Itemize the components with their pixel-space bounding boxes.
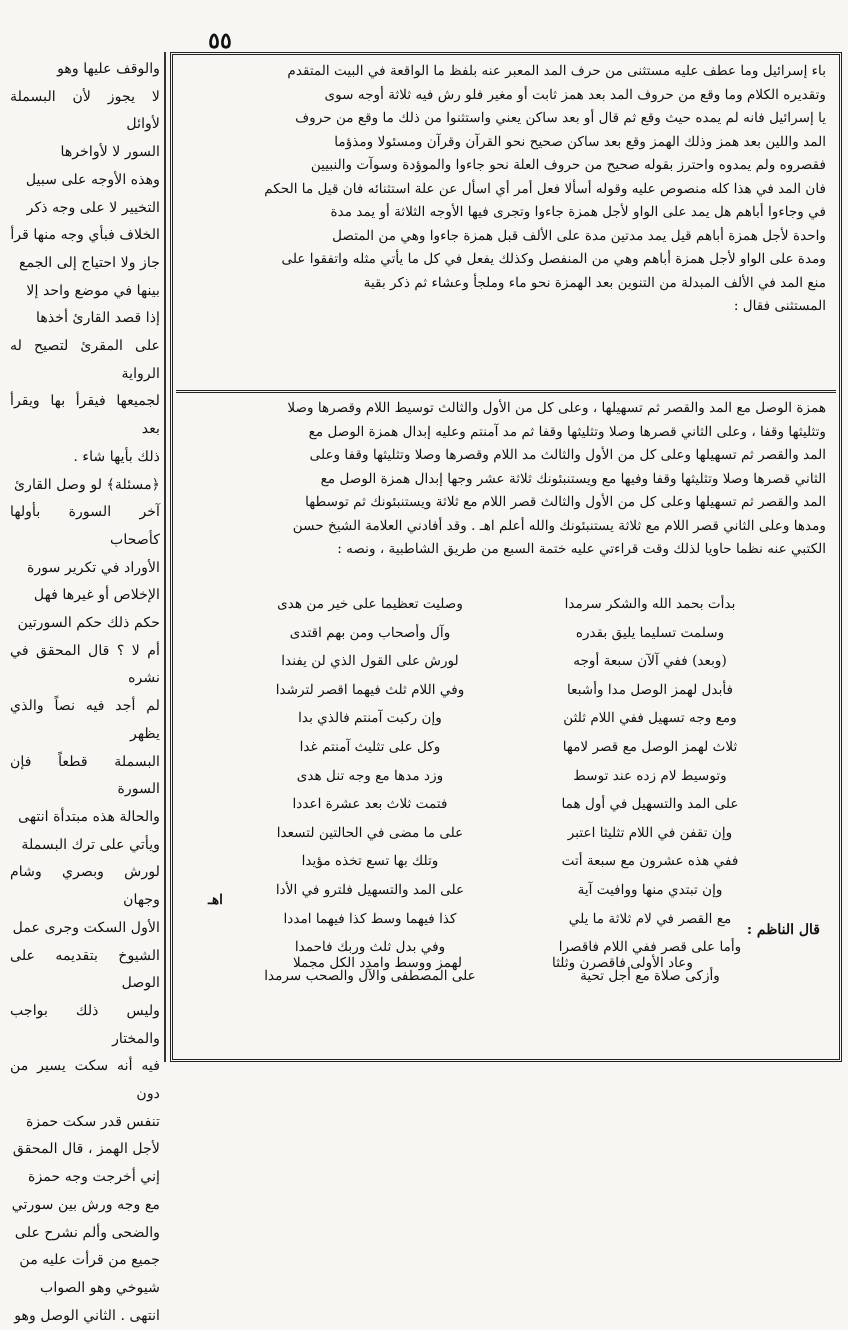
first-hemistich: وأزكى صلاة مع أجل تحية	[580, 967, 720, 984]
margin-line: البسملة قطعاً فإن السورة	[10, 753, 160, 798]
poem-verse	[250, 647, 770, 676]
poem-verse	[250, 847, 770, 876]
margin-line: ويأتي على ترك البسملة	[21, 836, 160, 853]
second-hemistich: على المد والتسهيل فلترو في الأدا	[275, 881, 465, 898]
main-text-lower	[186, 397, 826, 562]
text-line: فان المد في هذا كله منصوص عليه وقوله أسألا فعل أمر أي اسأل عن علة استثنائه فان قيل ما الحكم	[264, 180, 826, 197]
margin-line: التخيير لا على وجه ذكر	[26, 199, 160, 216]
first-hemistich: وتوسيط لام زده عند توسط	[573, 767, 727, 784]
first-hemistich: ثلاث لهمز الوصل مع قصر لامها	[562, 738, 738, 755]
margin-line: الأول السكت وجرى عمل	[12, 919, 160, 936]
text-line: باء إسرائيل وما عطف عليه مستثنى من حرف المد المعبر عنه بلفظ ما الواقعة في البيت المتقدم	[287, 63, 826, 79]
second-hemistich: كذا فيهما وسط كذا فيهما امددا	[283, 910, 457, 927]
text-line: المد والقصر ثم تسهيلها وعلى كل من الأول والثالث مد اللام وقصرها وصلا وتثليثها وقفا وعلى	[309, 447, 826, 463]
poem-verse	[250, 790, 770, 819]
margin-line: لم أجد فيه نصاً والذي يظهر	[10, 698, 160, 742]
first-hemistich: وإن تبتدي منها ووافيت آية	[577, 881, 723, 898]
second-hemistich: لورش على القول الذي لن يفندا	[281, 653, 459, 670]
final-verse-first-hemistich: وعاد الأولى فاقصرن وثلثا	[552, 955, 693, 971]
margin-line: انتهى . الثاني الوصل وهو	[14, 1307, 160, 1324]
text-line: همزة الوصل مع المد والقصر ثم تسهيلها ، وعلى كل من الأول والثالث توسيط اللام وقصرها وصلا	[287, 400, 826, 416]
margin-line: آخر السورة بأولها كأصحاب	[10, 504, 160, 548]
first-hemistich: بدأت بحمد الله والشكر سرمدا	[564, 596, 736, 612]
text-line: وتثليثها وقفا ، وعلى الثاني قصرها وصلا وتثليثها وقفا ثم مد آمنتم وعليه إبدال همزة الوصل مع	[308, 423, 826, 440]
margin-line: والضحى وألم نشرح على	[14, 1224, 160, 1241]
margin-line: لأجل الهمز ، قال المحقق	[12, 1141, 160, 1158]
margin-rule	[164, 52, 166, 1062]
margin-line: السور لا لأواخرها	[60, 144, 160, 161]
margin-line: إني أخرجت وجه حمزة	[28, 1169, 160, 1186]
second-hemistich: وصليت تعظيما على خير من هدى	[277, 596, 463, 612]
margin-line: مع وجه ورش بين سورتي	[11, 1196, 160, 1213]
first-hemistich: فأبدل لهمز الوصل مدا وأشبعا	[567, 681, 733, 698]
margin-line: حكم ذلك حكم السورتين	[17, 615, 160, 632]
margin-line: لا يجوز لأن البسملة لأوائل	[10, 88, 160, 133]
margin-line: ذلك بأيها شاء .	[73, 448, 160, 465]
second-hemistich: وآل وأصحاب ومن بهم اقتدى	[289, 624, 451, 641]
margin-line: بينها في موضع واحد إلا	[26, 282, 160, 299]
second-hemistich: وزد مدها مع وجه تنل هدى	[296, 767, 444, 784]
second-hemistich: وتلك بها تسع تخذه مؤيدا	[301, 853, 439, 870]
first-hemistich: وإن تقفن في اللام تثليثا اعتبر	[567, 824, 733, 841]
margin-line: إذا قصد القارئ أخذها	[36, 310, 160, 327]
margin-line: وليس ذلك بواجب والمختار	[10, 1002, 160, 1047]
text-line: في وجاءوا أباهم هل يمد على الواو لأجل همزة جاءوا وتجرى فيها الأوجه الثلاثة أو يمد مدة	[330, 204, 826, 220]
margin-line: الأوراد في تكرير سورة	[26, 559, 160, 576]
second-hemistich: وكل على تثليث آمنتم غدا	[299, 738, 441, 755]
text-line: الثاني قصرها وصلا وتثليثها وقفا وفيها مع ويستنبئونك ثلاثة عشر وجها إبدال همزة الوصل مع	[320, 470, 826, 487]
margin-line: ﴿مسئلة﴾ لو وصل القارئ	[13, 476, 160, 493]
poem-verse	[250, 876, 770, 905]
margin-line: جميع من قرأت عليه من	[19, 1252, 160, 1269]
second-hemistich: وإن ركبت آمنتم فالذي بدا	[298, 710, 442, 727]
margin-line: أم لا ؟ قال المحقق في نشره	[10, 642, 160, 687]
margin-line: والحالة هذه مبتدأة انتهى	[18, 808, 160, 825]
first-hemistich: على المد والتسهيل في أول هما	[561, 796, 739, 813]
margin-line: لورش وبصري وشام وجهان	[10, 864, 160, 909]
poem-verse	[250, 762, 770, 791]
margin-line: على المقرئ لتصيح له الرواية	[10, 338, 160, 382]
final-verse	[270, 955, 730, 971]
poem-verse	[250, 676, 770, 705]
first-hemistich: ومع وجه تسهيل ففي اللام ثلثن	[563, 710, 737, 727]
text-line: المستثنى فقال :	[733, 298, 826, 314]
first-hemistich: وأما على قصر ففي اللام فاقصرا	[558, 939, 742, 956]
margin-line: شيوخي وهو الصواب	[40, 1279, 160, 1296]
poem-verse	[250, 819, 770, 848]
poem-verse	[250, 704, 770, 733]
main-text-top	[186, 60, 826, 319]
text-line: ومدة على الواو لأجل همزة أباهم وهي من المنفصل وكذلك يفعل في كل ما يأتي مثله واتفقوا على	[281, 251, 826, 267]
margin-line: والوقف عليها وهو	[57, 61, 160, 77]
margin-line: الشيوخ بتقديمه على الوصل	[10, 947, 160, 992]
second-hemistich: وفي اللام ثلث فيهما اقصر لترشدا	[275, 681, 465, 698]
margin-commentary	[10, 56, 160, 1324]
text-line: الكتبي عنه نظما حاويا لذلك وقت قراءتي عليه ختمة السبع من طريق الشاطبية ، ونصه :	[337, 541, 826, 557]
final-verse-second-hemistich: لهمز ووسط وامدد الكل مجملا	[292, 955, 463, 971]
margin-line: الخلاف فبأي وجه منها قرأ	[10, 227, 160, 244]
first-hemistich: مع القصر في لام ثلاثة ما يلي	[568, 910, 732, 927]
second-hemistich: على ما مضى في الحالتين لتسعدا	[276, 824, 464, 841]
text-line: يا إسرائيل فانه لم يمده حيث وقع ثم قال أو بعد ساكن يعني واستثنوا من ذلك ما وقع من حروف	[295, 110, 826, 126]
section-divider	[176, 390, 836, 393]
text-line: ومدها وعلى الثاني قصر اللام مع ثلاثة يستنبئونك والله أعلم اهـ . وقد أفادني العلامة الشيخ حسن	[292, 517, 826, 534]
text-line: وتقديره الكلام وما وقع من حروف المد بعد همز ثابت أو مغير فلو رش فيه ثلاثة أوجه سوى	[324, 86, 826, 103]
text-line: منع المد في الألف المبدلة من التنوين بعد الهمزة نحو ماء وملجأ وعشاء ثم ذكر بقية	[363, 274, 826, 291]
margin-line: فيه أنه سكت يسير من دون	[10, 1058, 160, 1103]
margin-line: تنفس قدر سكت حمزة	[26, 1113, 160, 1130]
first-hemistich: (وبعد) ففي آلآن سبعة أوجه	[573, 653, 727, 670]
poem-verse	[250, 733, 770, 762]
margin-line: الإخلاص أو غيرها فهل	[33, 587, 160, 604]
poem-verse	[250, 590, 770, 619]
poem-verse	[250, 619, 770, 648]
text-line: فقصروه ولم يمدوه واحترز بقوله صحيح من حروف العلة نحو جاءوا والموؤدة وسوآت والنبيين	[310, 157, 826, 173]
text-line: واحدة لأجل همزة أباهم قيل يمد مدتين مدة على الألف قبل همزة جاءوا وهي من المتصل	[332, 227, 826, 244]
text-line: المد واللين بعد همز وذلك الهمز وقع بعد ساكن صحيح نحو القرآن وقرآن ومسئولا ومذؤما	[334, 133, 826, 150]
end-mark: اهـ	[208, 892, 223, 908]
margin-line: جاز ولا احتياج إلى الجمع	[19, 254, 160, 271]
margin-line: لجميعها فيقرأ بها ويقرأ بعد	[10, 393, 160, 438]
second-hemistich: وفي بدل ثلث وربك فاحمدا	[294, 939, 446, 956]
second-hemistich: على المصطفى والآل والصحب سرمدا	[264, 967, 476, 984]
first-hemistich: ففي هذه عشرون مع سبعة أتت	[561, 853, 739, 870]
poet-said-label: قال الناظم :	[746, 922, 820, 938]
text-line: المد والقصر ثم تسهيلها وعلى كل من الأول والثالث قصر اللام مع ثلاثة ويستنبئونك ثم توسطها	[305, 494, 826, 510]
first-hemistich: وسلمت تسليما يليق بقدره	[575, 624, 725, 641]
margin-line: وهذه الأوجه على سبيل	[25, 171, 160, 188]
second-hemistich: فتمت ثلاث بعد عشرة اعددا	[292, 796, 448, 813]
page-number: ٥٥	[208, 28, 232, 54]
